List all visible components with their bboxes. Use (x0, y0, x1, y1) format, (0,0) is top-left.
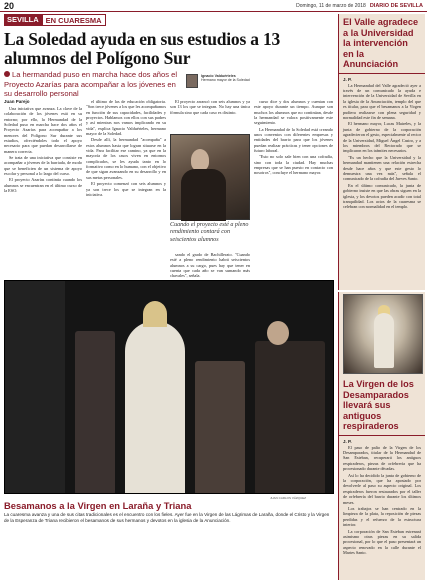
paragraph: "Esto no solo sale bien con una cofradía, sino con toda la ciudad. Hay muchas empresas que se han puesto en contacto con nosotros", concluye el hermano mayor. (254, 154, 333, 176)
article-column-3 (170, 99, 250, 116)
sidebar-story-2 (338, 292, 425, 580)
paragraph: En el último comunicado, la junta de gobierno insiste en que las obras siguen en la iglesia, y los devotos pueden acudir con total tranquilidad. Los actos de la cuaresma se celebran con normalidad en el templo. (343, 182, 421, 210)
sidebar-1-byline: J. P. (343, 76, 352, 82)
photo-caption: La cuaresma avanza y una de sus citas tradicionales es el encuentro con los fieles. Ayer fue en la Virgen de las Lágrimas de Laraña, donde el Cristo y la Virgen de la Esperanza de Triana recibieron el besamanos de sus hermanos y devotos en la iglesia de la Anunciación. (4, 512, 330, 523)
photo-figure (125, 321, 185, 494)
article-column-1 (4, 106, 82, 195)
photo-figure-head (191, 149, 209, 171)
quote-role: Hermano mayor de la Soledad (201, 78, 250, 83)
sidebar-1-title: El Valle agradece a la Universidad la intervención en la Anunciación (339, 14, 425, 74)
paragraph: "Es un hecho que la Universidad y la hermandad mantienen una relación estrecha desde hace años y que este gesto lo demuestra una vez más", señala el comunicado de la cofradía del Jueves Santo. (343, 154, 421, 182)
paragraph: El proyecto Azarías continúa cuando los alumnos se encuentran en el último curso de la ESO. (4, 177, 82, 194)
photo-pull-quote: Cuando el proyecto esté a pleno rendimiento contará con seiscientos alumnos (170, 222, 249, 243)
photo-figure (75, 331, 115, 494)
paragraph: Los trabajos se han centrado en la limpieza de la plata, la reposición de piezas perdidas y el refuerzo de la estructura interior. (343, 505, 421, 528)
inset-photo (170, 134, 250, 220)
paragraph: Desde allí, la hermandad "acompaña" a estos alumnos hasta que logran situarse en la vida. Para facilitar ese camino, ya que en la mayoría de los casos viven en entornos complicados, se les ayuda tanto en lo formativo como en lo humano, con el objetivo de que sigan avanzando en su desarrollo y en sus metas personales. (86, 137, 166, 180)
article-column-4 (254, 99, 333, 177)
paragraph: El proyecto comenzó con seis alumnos y ya son trece los que se integran en la iniciativa. (86, 181, 166, 197)
newspaper-name: DIARIO DE SEVILLA (369, 2, 423, 9)
section-label (4, 14, 106, 26)
sidebar-2-byline: J. P. (343, 438, 352, 444)
photo-credit: JUAN CARLOS VÁZQUEZ (270, 496, 307, 500)
photo-figure-body (181, 169, 226, 221)
article-headline: La Soledad ayuda en sus estudios a 13 alumnos del Polígono Sur (4, 29, 281, 68)
section-city: SEVILLA (4, 14, 42, 26)
paragraph: curso dice y dos alumnos y cuentan con este apoyo durante un tiempo. Aunque son muchos los alumnos que no continúan, desde la hermandad se valora positivamente este seguimiento. (254, 99, 333, 126)
author-thumbnail (186, 74, 198, 88)
main-photo (4, 280, 334, 494)
paragraph: Una iniciativa que avanza. La clave de la colaboración de los jóvenes está en su entorno; por ello, la Hermandad de la Soledad puso en marcha hace dos años el Proyecto Azarías para acompañar a los menores del Polígono Sur durante sus estudios, ofreciéndoles todo el apoyo necesario para que puedan desarrollarse de manera correcta. (4, 106, 82, 154)
photo-figure (195, 361, 245, 494)
section-tag: EN CUARESMA (42, 14, 106, 26)
quote-attribution (201, 74, 250, 92)
paragraph: Se trata de una iniciativa que consiste en acompañar a jóvenes de la barriada, de modo que se beneficien de un sistema de apoyo escolar y personal a lo largo del curso. (4, 155, 82, 177)
page-number: 20 (4, 0, 15, 11)
sidebar-2-title: La Virgen de los Desamparados llevará sus antiguos respiraderos (339, 376, 425, 436)
paragraph: La Hermandad del Valle agradeció ayer a través de un comunicado la ayuda e intervención de la Universidad de Sevilla en la iglesia de la Anunciación, templo del que es titular, para que el besamanos a la Virgen pudiera realizarse con plena seguridad y normalidad este fin de semana. (343, 82, 421, 120)
paragraph: Así lo ha decidido la junta de gobierno de la corporación, que ha apostado por devolverle al paso su aspecto original. Los respiraderos fueron restaurados por el taller de orfebrería del barrio durante los últimos meses. (343, 472, 421, 505)
photo-headline: Besamanos a la Virgen en Laraña y Triana (4, 500, 192, 511)
paragraph: el último de las de educación obligatoria. "Son trece jóvenes a los que les acompañamos en función de sus capacidades, facilidades y proyectos. Hablamos con ellos con sus padres y así mientras nos vamos implicando en su vida", explica Ignacio Valduérteles, hermano mayor de la Soledad. (86, 99, 166, 137)
photo-figure (143, 301, 167, 327)
paragraph: La corporación de San Esteban estrenará asimismo otras piezas en su salida procesional, por lo que el paso presentará un aspecto renovado en la calle durante el Martes Santo. (343, 528, 421, 556)
sidebar-1-text (339, 83, 425, 210)
bullet-icon (4, 71, 10, 77)
quote-box (186, 74, 334, 92)
sidebar-story-1 (338, 14, 425, 290)
paragraph: La Hermandad de la Soledad está creando unos convenios con diferentes empresas y entidades del barrio para que los jóvenes puedan realizar prácticas y tener opciones de futuro laboral. (254, 126, 333, 154)
paragraph: El hermano mayor, Lucas Maireles, y la junta de gobierno de la corporación agradecieron el gesto, especialmente al rector de la Universidad, Miguel Ángel Castro, y a los miembros del Rectorado que se implicaron en los trámites necesarios. (343, 121, 421, 154)
sidebar-photo (343, 294, 423, 374)
photo-figure-virgin (374, 313, 394, 368)
paragraph: El proyecto arrancó con seis alumnos y ya son 13 los que se integran. No hay una única fórmula sino que cada caso es distinto. (170, 99, 250, 115)
photo-figure (255, 341, 325, 494)
quote-author: Ignacio Valduérteles (201, 74, 236, 78)
paragraph: sando el grado de Bachillerato. "Cuando esté a pleno rendimiento habrá seiscientos alumnos a su cargo, pues hay que tener en cuenta que cada año se van sumando más chavales", señala. (170, 252, 250, 279)
paragraph: El paso de palio de la Virgen de los Desamparados, titular de la Hermandad de San Esteban, recuperará los antiguos respiraderos, piezas de orfebrería que ha procesionado durante décadas. (343, 444, 421, 472)
sidebar (338, 14, 425, 579)
photo-figure (267, 321, 289, 345)
article-column-2 (86, 99, 166, 198)
article-byline: Juan Parejo (4, 99, 30, 104)
page-date: Domingo, 11 de marzo de 2018 (296, 2, 366, 9)
article-deck (4, 70, 182, 99)
article-deck-text: La hermandad puso en marcha hace dos años el Proyecto Azarías para acompañar a los jóvenes en su desarrollo personal (4, 70, 178, 98)
photo-region (5, 281, 65, 494)
article-column-3b (170, 252, 250, 280)
page-header-bar (0, 0, 427, 12)
sidebar-2-text (339, 445, 425, 556)
main-article (4, 29, 334, 98)
